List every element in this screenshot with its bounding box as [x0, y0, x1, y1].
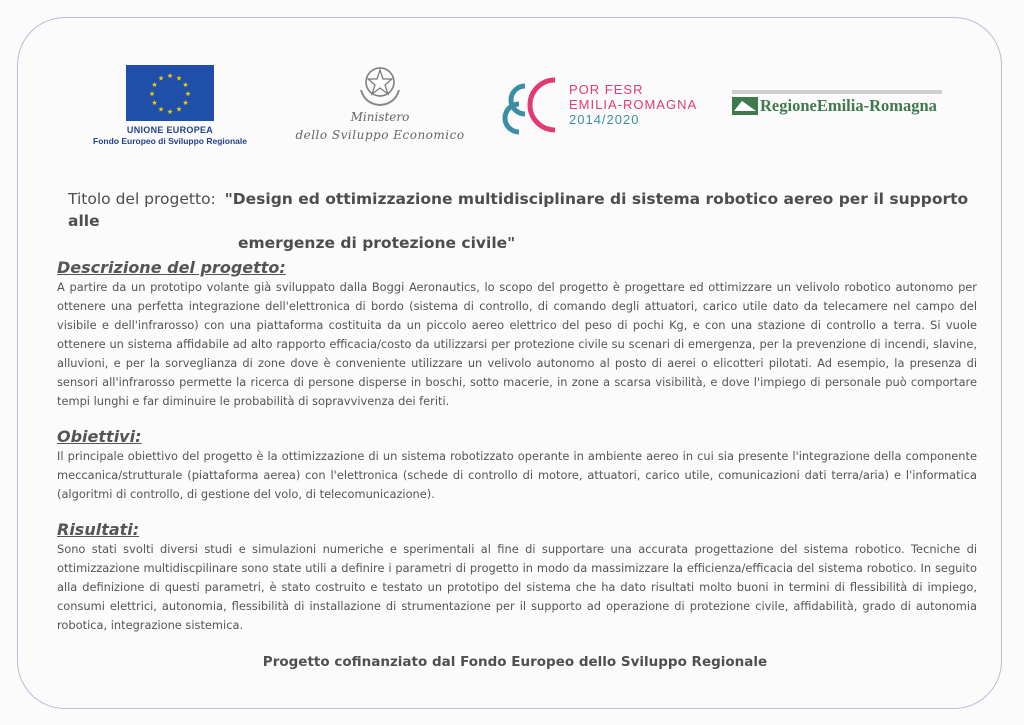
project-title: [68, 188, 998, 254]
footer-cofinanziamento: Progetto cofinanziato dal Fondo Europeo dello Sviluppo Regionale: [262, 654, 768, 670]
regione-mark-icon: [732, 97, 758, 115]
eu-subtitle: Fondo Europeo di Sviluppo Regionale: [93, 136, 247, 146]
por-line3: 2014/2020: [569, 112, 640, 127]
eu-title: UNIONE EUROPEA: [126, 125, 214, 135]
svg-text:★: ★: [166, 72, 174, 80]
ministero-line1: Ministero: [350, 110, 410, 124]
title-text-line2: emergenze di protezione civile": [238, 234, 516, 252]
svg-text:★: ★: [151, 81, 158, 89]
svg-text:★: ★: [157, 74, 165, 83]
svg-text:★: ★: [151, 99, 158, 107]
eu-logo: [70, 65, 270, 146]
logo-bar: [0, 60, 1024, 160]
svg-text:★: ★: [166, 108, 174, 116]
obiettivi-body: Il principale obiettivo del progetto è la ottimizzazione di un sistema robotizzato operante in ambiente aereo in cui sia presente l'integrazione della componente meccanica/strutturale (piattaforma aerea) con l'elettronica (schede di controllo di motore, attuatori, carico utile, comunicazioni dati terra/aria) e l'informatica (algoritmi di controllo, di gestione del volo, di telecomunicazione).: [57, 449, 977, 501]
svg-text:★: ★: [175, 74, 183, 83]
descrizione-heading: Descrizione del progetto:: [57, 258, 286, 277]
section-descrizione: [57, 258, 977, 411]
svg-text:★: ★: [182, 81, 189, 89]
regione-text: RegioneEmilia-Romagna: [760, 96, 937, 115]
svg-text:★: ★: [148, 90, 156, 98]
svg-text:★: ★: [184, 90, 192, 98]
obiettivi-heading: Obiettivi:: [57, 427, 142, 446]
section-obiettivi: [57, 427, 977, 504]
title-label: Titolo del progetto:: [68, 190, 216, 208]
por-line2: EMILIA-ROMAGNA: [569, 97, 698, 112]
italian-emblem-icon: [355, 60, 405, 108]
ministero-line2: dello Sviluppo Economico: [295, 128, 465, 142]
ministero-logo: [280, 60, 480, 142]
risultati-body: Sono stati svolti diversi studi e simulazioni numeriche e sperimentali al fine di supportare una accurata progettazione del sistema robotico. Tecniche di ottimizzazione multidiscpilinare sono state utili a definire i parametri di progetto in modo da massimizzare la efficienza/efficacia del sistema robotico. In seguito alla definizione di questi parametri, è stato costruito e testato un prototipo del sistema che ha dato risultati molto buoni in termini di flessibilità di impiego, consumi elettrici, autonomia, flessibilità di installazione di strumentazione per il supporto ad operazione di protezione civile, affidabilità, grado di autonomia robotica, integrazione sistemica.: [57, 542, 977, 632]
title-text-line1: "Design ed ottimizzazione multidisciplinare di sistema robotico aereo per il supporto alle: [68, 190, 969, 230]
eu-flag-icon: [126, 65, 214, 121]
por-line1: POR FESR: [569, 82, 644, 97]
por-fesr-logo: [497, 74, 717, 144]
risultati-heading: Risultati:: [57, 520, 140, 539]
svg-text:★: ★: [157, 105, 165, 114]
svg-text:★: ★: [182, 99, 189, 107]
regione-logo: [732, 90, 952, 116]
section-risultati: [57, 520, 977, 635]
regione-bar: [732, 90, 942, 94]
svg-text:★: ★: [175, 105, 183, 114]
descrizione-body: A partire da un prototipo volante già sviluppato dalla Boggi Aeronautics, lo scopo del progetto è progettare ed ottimizzare un velivolo robotico autonomo per ottenere una perfetta integrazione dell'elettronica di bordo (sistema di controllo, di comando degli attuatori, carico utile dato da telecamere nel campo del visibile e dell'infrarosso) con una piattaforma costituita da un piccolo aereo elettrico del peso di pochi Kg, e con una stazione di controllo a terra. Si vuole ottenere un sistema affidabile ad alto rapporto efficacia/costo da utilizzarsi per protezione civile su scenari di emergenza, per la prevenzione di incendi, slavine, alluvioni, e per la sorveglianza di zone dove è conveniente utilizzare un velivolo autonomo al posto di aerei o elicotteri pilotati. Ad esempio, la presenza di sensori all'infrarosso permette la ricerca di persone disperse in boschi, sotto macerie, in zone a scarsa visibilità, e dove l'impiego di personale può comportare tempi lunghi e far diminuire le probabilità di sopravvivenza dei feriti.: [57, 280, 977, 408]
por-fesr-symbol-icon: [497, 74, 567, 144]
